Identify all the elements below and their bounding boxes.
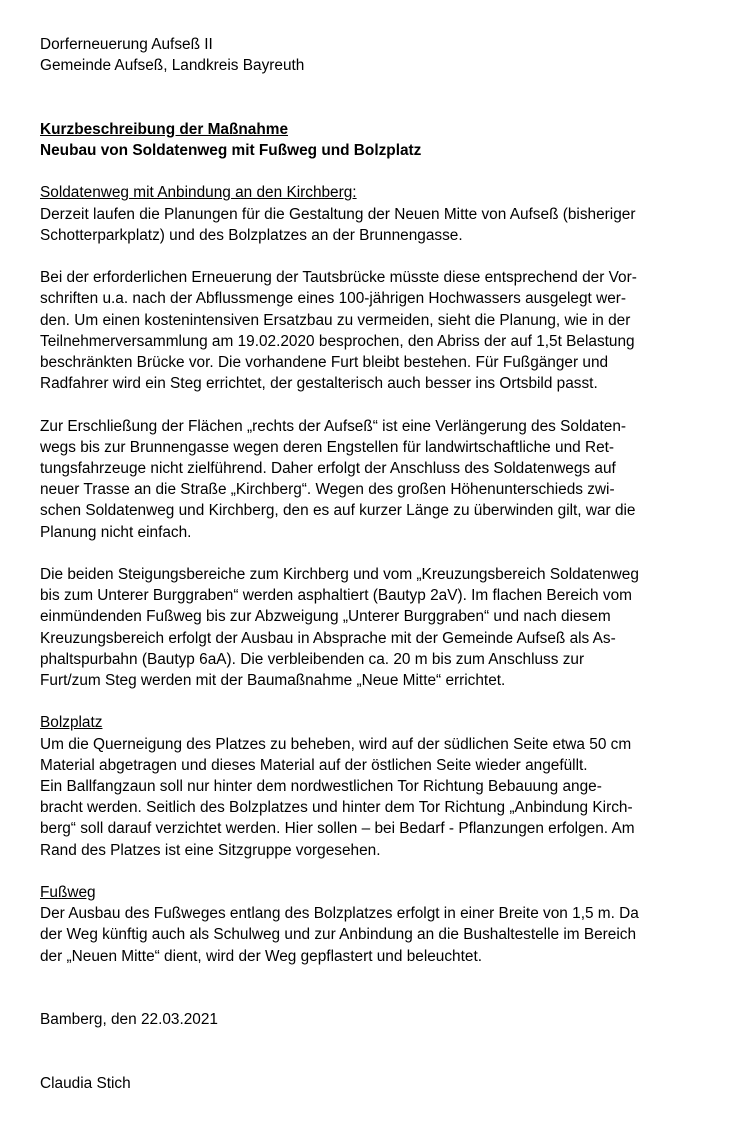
text-line: Furt/zum Steg werden mit der Baumaßnahme „Neue Mitte“ errichtet. bbox=[40, 672, 506, 690]
paragraph-bolzplatz bbox=[40, 734, 730, 861]
text-line: Schotterparkplatz) und des Bolzplatzes an der Brunnengasse. bbox=[40, 226, 463, 244]
document-page bbox=[40, 34, 730, 1094]
text-line: wegs bis zur Brunnengasse wegen deren Engstellen für landwirtschaftliche und Ret- bbox=[40, 438, 615, 456]
text-line: Kreuzungsbereich erfolgt der Ausbau in Absprache mit der Gemeinde Aufseß als As- bbox=[40, 629, 616, 647]
text-line: Derzeit laufen die Planungen für die Gestaltung der Neuen Mitte von Aufseß (bisheriger bbox=[40, 205, 636, 223]
text-line: berg“ soll darauf verzichtet werden. Hier sollen – bei Bedarf - Pflanzungen erfolgen. Am bbox=[40, 820, 635, 838]
text-line: Die beiden Steigungsbereiche zum Kirchberg und vom „Kreuzungsbereich Soldatenweg bbox=[40, 566, 639, 583]
text-line: schriften u.a. nach der Abflussmenge eines 100-jährigen Hochwassers ausgelegt wer- bbox=[40, 290, 627, 308]
signature-name: Claudia Stich bbox=[40, 1074, 131, 1092]
text-line: Radfahrer wird ein Steg errichtet, der gestalterisch auch besser ins Ortsbild passt. bbox=[40, 375, 598, 393]
place-date: Bamberg, den 22.03.2021 bbox=[40, 1011, 218, 1029]
text-line: Bei der erforderlichen Erneuerung der Tautsbrücke müsste diese entsprechend der Vor- bbox=[40, 269, 637, 287]
text-line: phaltspurbahn (Bautyp 6aA). Die verbleibenden ca. 20 m bis zum Anschluss zur bbox=[40, 650, 585, 668]
header-line-2: Gemeinde Aufseß, Landkreis Bayreuth bbox=[40, 57, 305, 75]
text-line: Rand des Platzes ist eine Sitzgruppe vorgesehen. bbox=[40, 841, 381, 859]
text-line: Planung nicht einfach. bbox=[40, 523, 192, 541]
text-line: Um die Querneigung des Platzes zu beheben, wird auf der südlichen Seite etwa 50 cm bbox=[40, 735, 632, 753]
text-line: Teilnehmerversammlung am 19.02.2020 besprochen, den Abriss der auf 1,5t Belastung bbox=[40, 332, 635, 350]
paragraph-1 bbox=[40, 204, 730, 246]
text-line: Ein Ballfangzaun soll nur hinter dem nordwestlichen Tor Richtung Bebauung ange- bbox=[40, 778, 602, 796]
paragraph-2 bbox=[40, 267, 730, 394]
text-line: bracht werden. Seitlich des Bolzplatzes und hinter dem Tor Richtung „Anbindung Kirch- bbox=[40, 799, 633, 817]
text-line: den. Um einen kostenintensiven Ersatzbau zu vermeiden, sieht die Planung, wie in der bbox=[40, 311, 631, 329]
section-soldatenweg-heading: Soldatenweg mit Anbindung an den Kirchberg: bbox=[40, 184, 357, 202]
header-line-1: Dorferneuerung Aufseß II bbox=[40, 36, 213, 53]
text-line: tungsfahrzeuge nicht zielführend. Daher erfolgt der Anschluss des Soldatenwegs auf bbox=[40, 460, 616, 477]
title-subheading: Neubau von Soldatenweg mit Fußweg und Bolzplatz bbox=[40, 142, 422, 159]
section-fussweg-heading: Fußweg bbox=[40, 884, 96, 902]
text-line: der „Neuen Mitte“ dient, wird der Weg gepflastert und beleuchtet. bbox=[40, 947, 483, 965]
paragraph-3 bbox=[40, 416, 730, 543]
text-line: Material abgetragen und dieses Material auf der östlichen Seite wieder angefüllt. bbox=[40, 756, 588, 774]
text-line: bis zum Unterer Burggraben“ werden asphaltiert (Bautyp 2aV). Im flachen Bereich vom bbox=[40, 587, 632, 605]
section-bolzplatz-heading: Bolzplatz bbox=[40, 714, 103, 732]
paragraph-4 bbox=[40, 564, 730, 691]
text-line: schen Soldatenweg und Kirchberg, den es auf kurzer Länge zu überwinden gilt, war die bbox=[40, 502, 636, 520]
paragraph-fussweg bbox=[40, 903, 730, 967]
text-line: neuer Trasse an die Straße „Kirchberg“. Wegen des großen Höhenunterschieds zwi- bbox=[40, 481, 615, 499]
text-line: der Weg künftig auch als Schulweg und zur Anbindung an die Bushaltestelle im Bereich bbox=[40, 926, 637, 944]
text-line: beschränkten Brücke vor. Die vorhandene Furt bleibt bestehen. Für Fußgänger und bbox=[40, 354, 609, 371]
title-heading: Kurzbeschreibung der Maßnahme bbox=[40, 120, 289, 138]
text-line: Der Ausbau des Fußweges entlang des Bolzplatzes erfolgt in einer Breite von 1,5 m. Da bbox=[40, 905, 639, 923]
text-line: Zur Erschließung der Flächen „rechts der Aufseß“ ist eine Verlängerung des Soldaten- bbox=[40, 417, 627, 435]
text-line: einmündenden Fußweg bis zur Abzweigung „Unterer Burggraben“ und nach diesem bbox=[40, 608, 611, 626]
